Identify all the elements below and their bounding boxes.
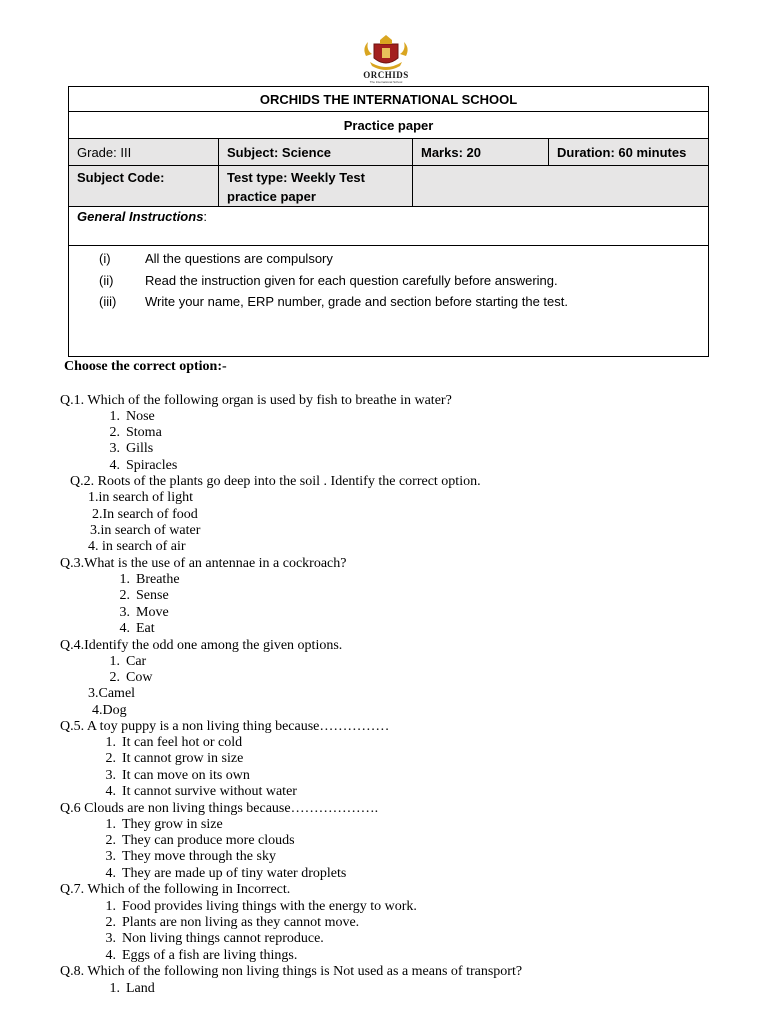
instruction-item [99,248,700,270]
option-text: They are made up of tiny water droplets [122,866,347,881]
question-text: Q.7. Which of the following in Incorrect. [60,882,291,897]
option-number: 2. [109,670,120,685]
option-item [96,784,297,800]
option-number: 3. [105,768,116,783]
question-text: Q.3.What is the use of an antennae in a cockroach? [60,556,347,571]
option-item [96,915,359,931]
instruction-item [99,291,700,313]
option-item [96,751,243,767]
blank-cell [413,166,709,207]
option-text: It cannot survive without water [122,784,297,799]
option-item: 4. in search of air [88,539,186,554]
option-item [96,817,223,833]
option-text: Car [126,654,147,669]
option-item: 3.in search of water [90,523,201,538]
instructions-cell [69,246,709,357]
option-item: 3.Camel [88,686,136,701]
option-text: Food provides living things with the energy to work. [122,899,417,914]
option-item: 2.In search of food [92,507,198,522]
option-item [96,833,295,849]
test-type-cell: Test type: Weekly Test practice paper [219,166,413,207]
instruction-number: (i) [99,251,111,266]
instruction-text: Read the instruction given for each question carefully before answering. [145,272,558,288]
school-logo [358,34,414,84]
option-text: Cow [126,670,153,685]
question-text: Q.2. Roots of the plants go deep into the soil . Identify the correct option. [70,474,481,489]
option-number: 2. [105,915,116,930]
option-number: 4. [105,948,116,963]
option-text: Non living things cannot reproduce. [122,931,324,946]
paper-header-table [68,86,709,357]
paper-title: Practice paper [69,112,709,139]
option-text: Spiracles [126,458,178,473]
option-item [96,899,417,915]
option-item [96,849,276,865]
option-number: 2. [105,751,116,766]
option-number: 4. [105,866,116,881]
general-instructions-heading [69,207,709,246]
option-item [96,931,324,947]
option-number: 3. [105,849,116,864]
option-number: 2. [105,833,116,848]
option-item [96,866,346,882]
option-number: 1. [105,735,116,750]
question-text: Q.8. Which of the following non living things is Not used as a means of transport? [60,964,523,979]
option-text: Eggs of a fish are living things. [122,948,298,963]
option-item [100,654,146,670]
option-item: 1.in search of light [88,490,193,505]
option-text: Breathe [136,572,180,587]
question-text: Q.6 Clouds are non living things because………………. [60,801,379,816]
section-heading: Choose the correct option:- [64,359,227,374]
option-item [96,768,250,784]
option-number: 1. [109,409,120,424]
option-item [96,735,242,751]
subject-code-cell: Subject Code: [69,166,219,207]
instruction-text: Write your name, ERP number, grade and section before starting the test. [145,294,568,309]
logo-subtext: The International School [369,80,403,84]
option-text: It can move on its own [122,768,250,783]
question-text: Q.5. A toy puppy is a non living thing because…………… [60,719,390,734]
crest-icon [358,34,414,72]
option-number: 2. [119,588,130,603]
option-text: Plants are non living as they cannot move. [122,915,360,930]
option-text: Sense [136,588,169,603]
instruction-number: (iii) [99,294,117,309]
instruction-text: All the questions are compulsory [145,251,333,266]
option-text: It can feel hot or cold [122,735,243,750]
grade-cell: Grade: III [69,139,219,166]
instruction-number: (ii) [99,272,114,288]
option-number: 1. [109,981,120,996]
marks-cell: Marks: 20 [413,139,549,166]
option-text: They grow in size [122,817,223,832]
option-text: Nose [126,409,155,424]
option-item [100,409,155,425]
option-number: 4. [105,784,116,799]
duration-cell: Duration: 60 minutes [549,139,709,166]
option-number: 1. [109,654,120,669]
option-text: They can produce more clouds [122,833,295,848]
option-number: 3. [119,605,130,620]
option-text: Stoma [126,425,162,440]
option-number: 4. [109,458,120,473]
general-instructions-label: General Instructions [77,209,204,224]
option-number: 3. [109,441,120,456]
instruction-item [99,270,700,292]
option-number: 1. [105,817,116,832]
option-number: 3. [105,931,116,946]
option-text: They move through the sky [122,849,276,864]
school-name: ORCHIDS THE INTERNATIONAL SCHOOL [69,87,709,112]
option-number: 1. [105,899,116,914]
option-item [110,588,169,604]
option-item [96,948,297,964]
option-item: 4.Dog [92,703,127,718]
logo-wordmark: ORCHIDS [363,70,409,80]
option-number: 1. [119,572,130,587]
option-item [110,572,180,588]
question-text: Q.1. Which of the following organ is used by fish to breathe in water? [60,393,452,408]
option-text: Gills [126,441,154,456]
option-number: 4. [119,621,130,636]
option-text: Move [136,605,169,620]
option-item [100,425,162,441]
option-item [100,441,153,457]
question-text: Q.4.Identify the odd one among the given options. [60,638,343,653]
option-number: 2. [109,425,120,440]
option-item [110,621,155,637]
subject-cell: Subject: Science [219,139,413,166]
option-item [100,981,155,997]
option-text: It cannot grow in size [122,751,244,766]
general-instructions-colon: : [203,209,208,224]
option-item [100,458,177,474]
option-item [100,670,152,686]
option-text: Eat [136,621,155,636]
instructions-list [77,248,700,313]
option-text: Land [126,981,155,996]
option-item [110,605,169,621]
